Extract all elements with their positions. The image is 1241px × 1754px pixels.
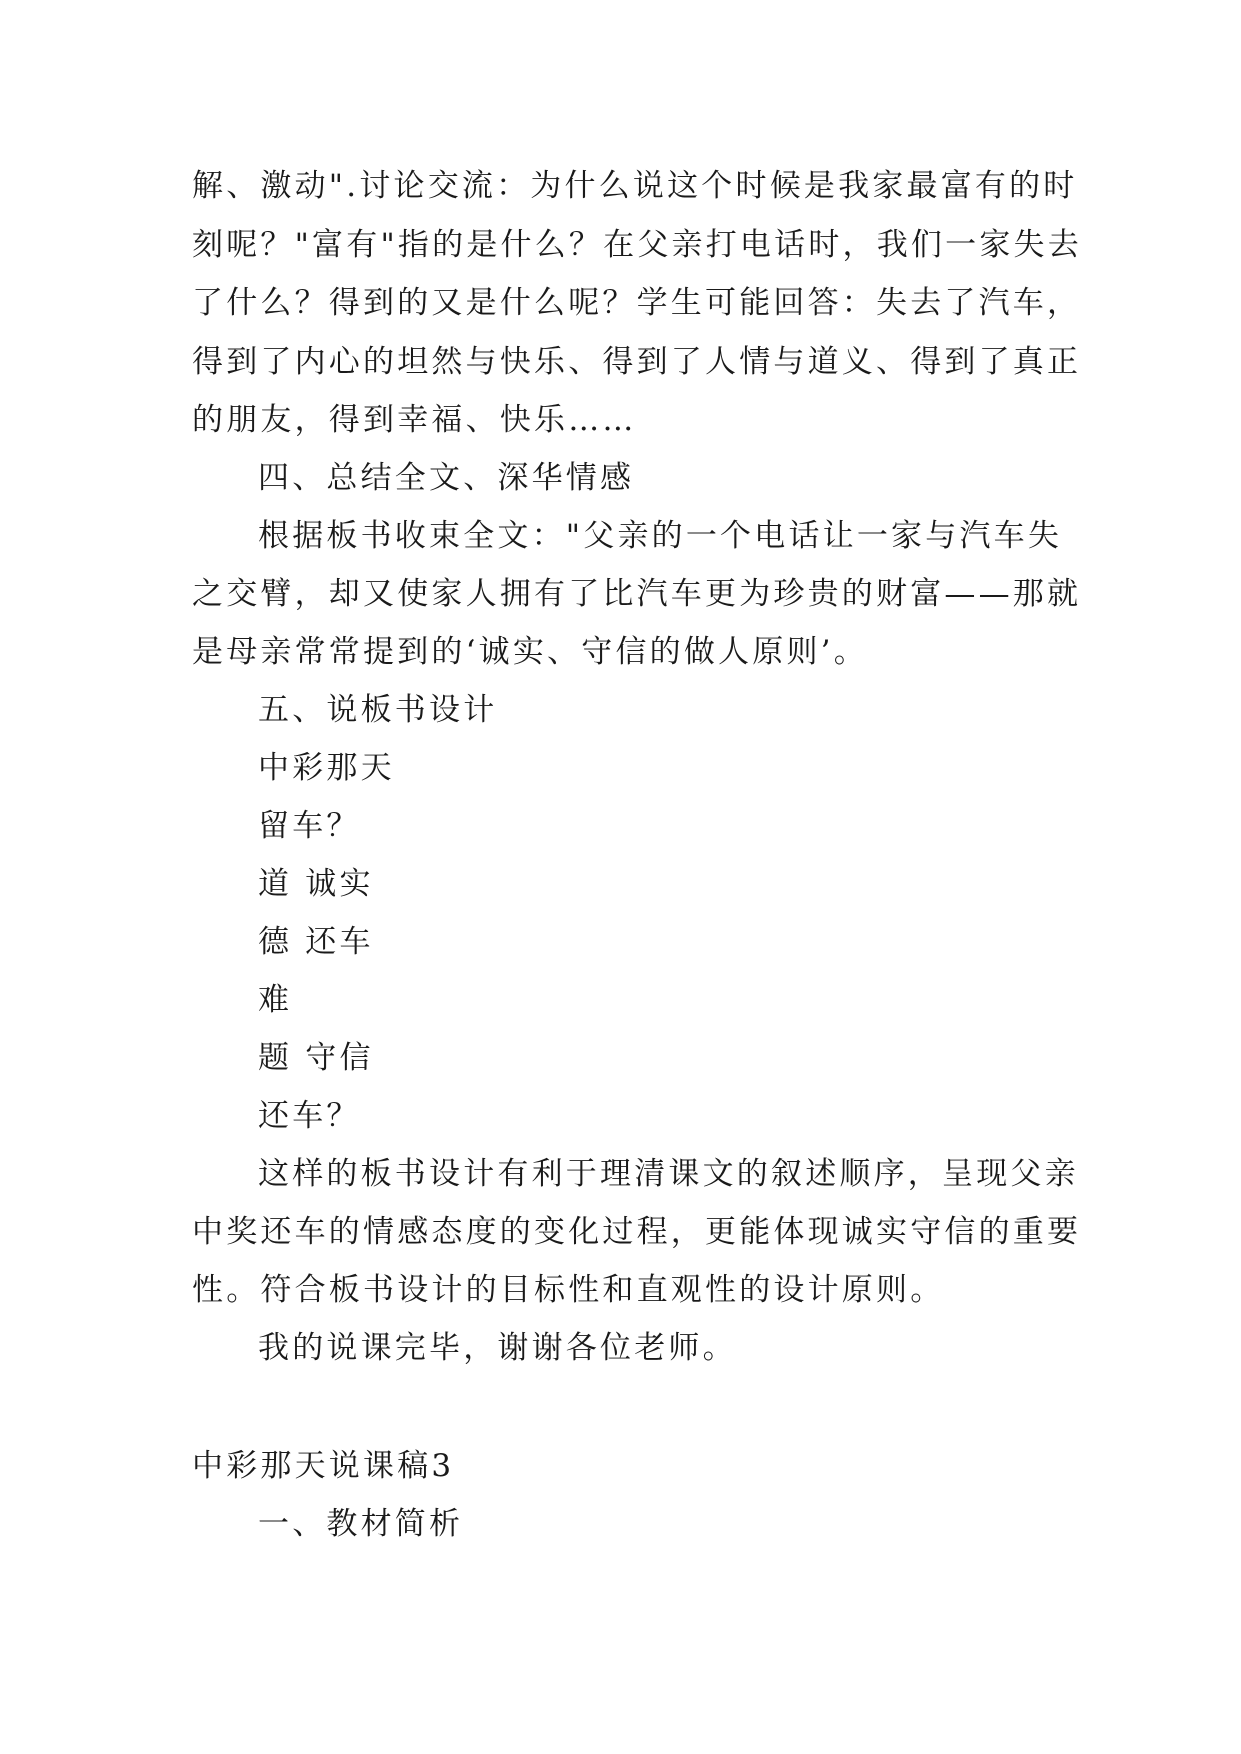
text-line: 是母亲常常提到的‘诚实、守信的做人原则’。 (192, 634, 868, 670)
document-title: 中彩那天说课稿3 (192, 1448, 455, 1484)
board-line: 德 还车 (258, 924, 374, 960)
text-line: 我的说课完毕，谢谢各位老师。 (258, 1330, 737, 1366)
text-line: 中奖还车的情感态度的变化过程，更能体现诚实守信的重要 (192, 1214, 1082, 1250)
text-line: 刻呢？"富有"指的是什么？在父亲打电话时，我们一家失去 (192, 227, 1082, 263)
text-line: 了什么？得到的又是什么呢？学生可能回答：失去了汽车， (192, 285, 1082, 321)
section-heading: 五、说板书设计 (258, 692, 498, 728)
board-line: 难 (258, 982, 293, 1018)
text-line: 之交臂，却又使家人拥有了比汽车更为珍贵的财富——那就 (192, 576, 1082, 612)
board-line: 留车？ (258, 808, 361, 844)
board-line: 题 守信 (258, 1040, 374, 1076)
text-line: 根据板书收束全文："父亲的一个电话让一家与汽车失 (258, 518, 1063, 554)
board-line: 道 诚实 (258, 866, 374, 902)
text-line: 的朋友，得到幸福、快乐…… (192, 402, 637, 438)
board-line: 中彩那天 (258, 750, 395, 786)
section-heading: 一、教材简析 (258, 1506, 464, 1542)
section-heading: 四、总结全文、深华情感 (258, 460, 635, 496)
text-line: 得到了内心的坦然与快乐、得到了人情与道义、得到了真正 (192, 344, 1082, 380)
board-line: 还车？ (258, 1098, 361, 1134)
text-line: 这样的板书设计有利于理清课文的叙述顺序，呈现父亲 (258, 1156, 1079, 1192)
text-line: 解、激动".讨论交流：为什么说这个时候是我家最富有的时 (192, 168, 1078, 204)
text-line: 性。符合板书设计的目标性和直观性的设计原则。 (192, 1272, 945, 1308)
